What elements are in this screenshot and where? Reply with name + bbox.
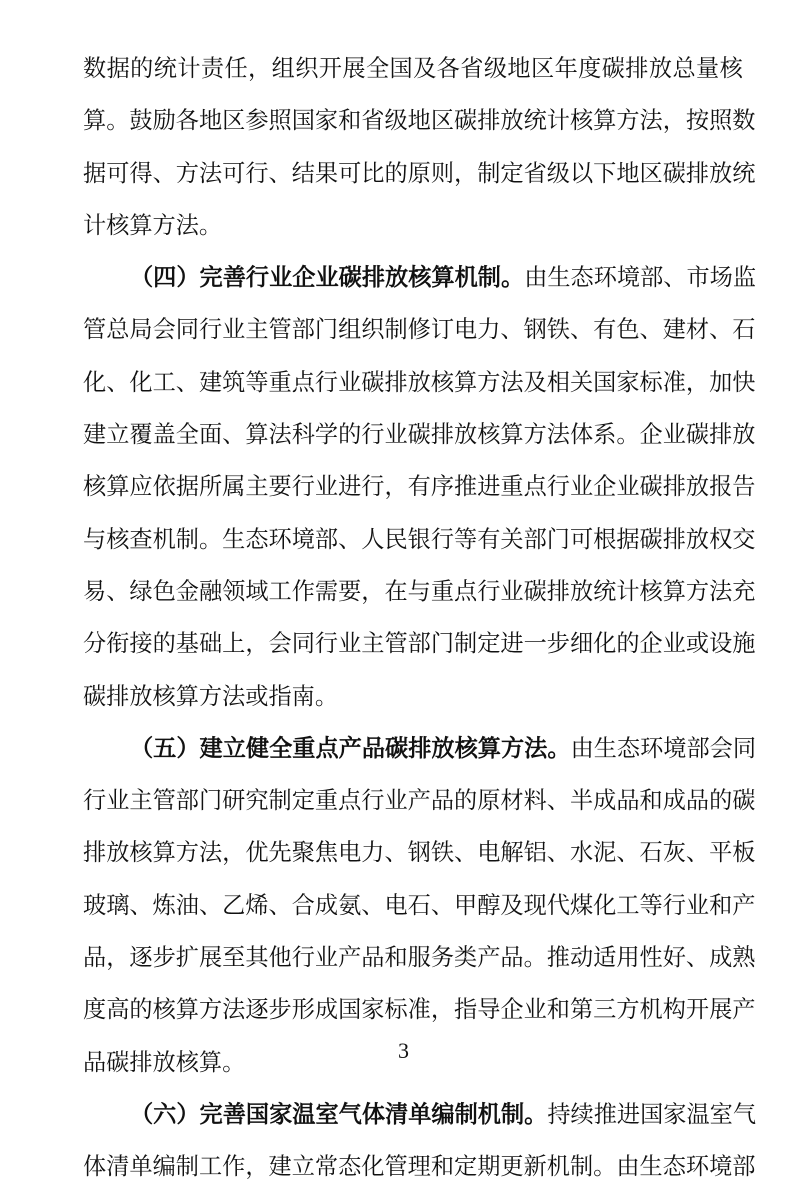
text-line: 数 据 的 统 计 责 任 ， 组 织 开 展 全 国 及 各 省 级 地 区 年 度 碳 排 放 总 量 核 [83, 55, 743, 82]
text-line: 分 衔 接 的 基 础 上 ， 会 同 行 业 主 管 部 门 制 定 进 一 步 细 化 的 企 业 或 设 施 [83, 630, 756, 658]
section-heading: （六）完善国家温室气体清单编制机制。 [130, 1100, 548, 1128]
text-line: 排 放 核 算 方 法 ， 优 先 聚 焦 电 力 、 钢 铁 、 电 解 铝 、 水 泥 、 石 灰 、 平 板 [83, 839, 756, 867]
document-page [83, 48, 757, 1199]
text-line: 品 ， 逐 步 扩 展 至 其 他 行 业 产 品 和 服 务 类 产 品 。 推 动 适 用 性 好 、 成 熟 [83, 944, 756, 972]
text-run: 由生态环境部会同 [570, 734, 757, 762]
text-line: 品碳排放核算。 [83, 1048, 246, 1076]
text-line: 建 立 覆 盖 全 面 、 算 法 科 学 的 行 业 碳 排 放 核 算 方 法 体 系 。 企 业 碳 排 放 [83, 421, 756, 449]
text-line: 度 高 的 核 算 方 法 逐 步 形 成 国 家 标 准 ， 指 导 企 业 和 第 三 方 机 构 开 展 产 [83, 996, 756, 1024]
section-heading: （四）完善行业企业碳排放核算机制。 [130, 264, 525, 292]
paragraph-heading-line [83, 1094, 757, 1146]
paragraph-heading-line [83, 728, 757, 780]
text-line: 碳排放核算方法或指南。 [83, 682, 339, 710]
text-line: 算 。 鼓 励 各 地 区 参 照 国 家 和 省 级 地 区 碳 排 放 统 计 核 算 方 法 ， 按 照 数 [83, 107, 756, 135]
page-number: 3 [398, 1038, 409, 1063]
text-line: 核 算 应 依 据 所 属 主 要 行 业 进 行 ， 有 序 推 进 重 点 行 业 企 业 碳 排 放 报 告 [83, 473, 756, 501]
section-heading: （五）建立健全重点产品碳排放核算方法。 [130, 734, 571, 762]
text-run: 由生态环境部、市场监 [524, 264, 757, 292]
text-line: 体 清 单 编 制 工 作 ， 建 立 常 态 化 管 理 和 定 期 更 新 机 制 。 由 生 态 环 境 部 [83, 1153, 756, 1181]
text-line: 据 可 得 、 方 法 可 行 、 结 果 可 比 的 原 则 ， 制 定 省 级 以 下 地 区 碳 排 放 统 [83, 159, 756, 187]
text-run: 持续推进国家温室气 [547, 1100, 757, 1128]
text-line: 计核算方法。 [83, 211, 223, 239]
text-line: 易 、 绿 色 金 融 领 域 工 作 需 要 ， 在 与 重 点 行 业 碳 排 放 统 计 核 算 方 法 充 [83, 577, 756, 605]
text-line: 玻 璃 、 炼 油 、 乙 烯 、 合 成 氨 、 电 石 、 甲 醇 及 现 代 煤 化 工 等 行 业 和 产 [83, 891, 756, 919]
text-line: 化 、 化 工 、 建 筑 等 重 点 行 业 碳 排 放 核 算 方 法 及 相 关 国 家 标 准 ， 加 快 [83, 368, 756, 396]
paragraph-heading-line [83, 257, 757, 309]
text-line: 与 核 查 机 制 。 生 态 环 境 部 、 人 民 银 行 等 有 关 部 门 可 根 据 碳 排 放 权 交 [83, 525, 756, 553]
text-line: 管 总 局 会 同 行 业 主 管 部 门 组 织 制 修 订 电 力 、 钢 铁 、 有 色 、 建 材 、 石 [83, 316, 756, 344]
text-line: 行 业 主 管 部 门 研 究 制 定 重 点 行 业 产 品 的 原 材 料 、 半 成 品 和 成 品 的 碳 [83, 787, 756, 815]
